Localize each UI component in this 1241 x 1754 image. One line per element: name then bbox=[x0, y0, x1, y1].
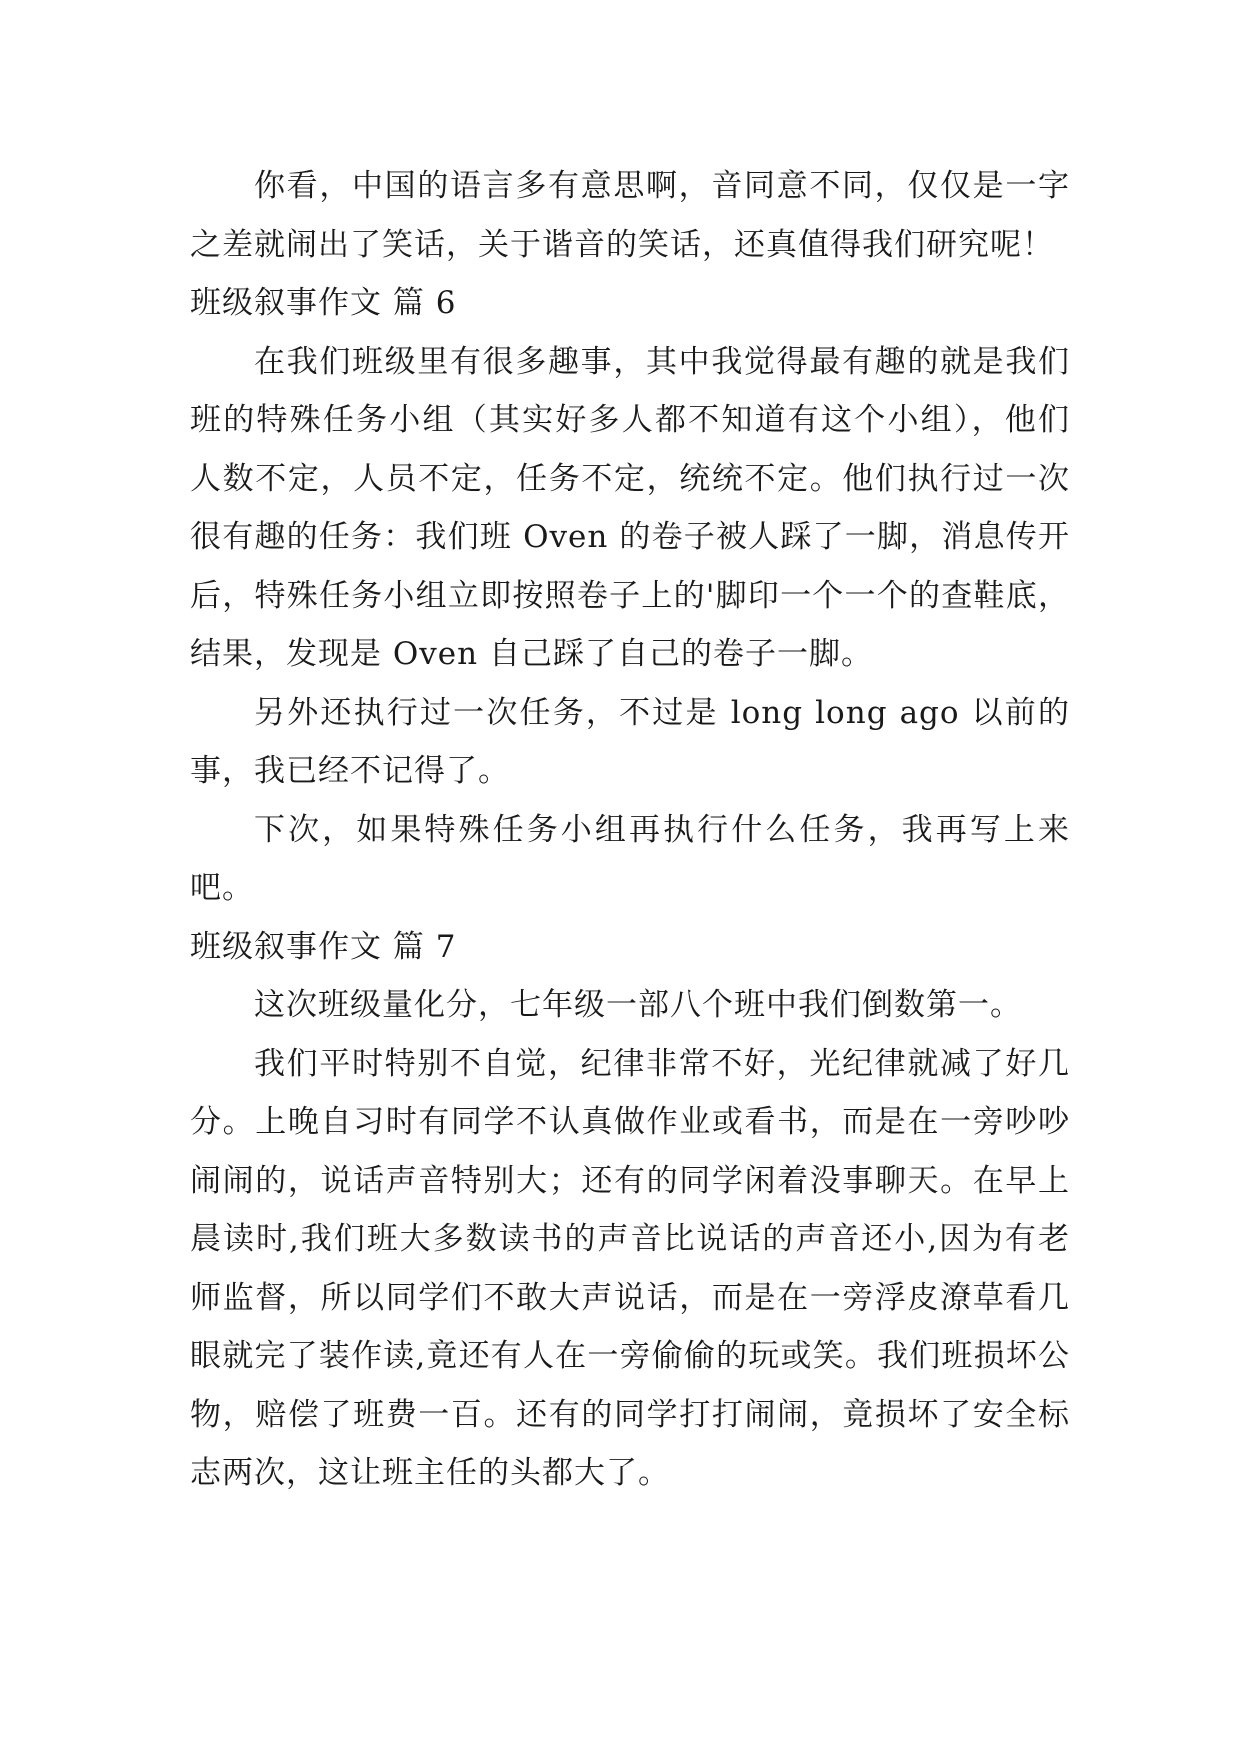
paragraph: 你看，中国的语言多有意思啊，音同意不同，仅仅是一字之差就闹出了笑话，关于谐音的笑话，还真值得我们研究呢！ bbox=[190, 168, 1070, 263]
document-body bbox=[190, 157, 1070, 1503]
section-heading-6: 班级叙事作文 篇 6 bbox=[190, 285, 457, 321]
paragraph: 在我们班级里有很多趣事，其中我觉得最有趣的就是我们班的特殊任务小组（其实好多人都不知道有这个小组），他们人数不定，人员不定，任务不定，统统不定。他们执行过一次很有趣的任务：我们班 Oven 的卷子被人踩了一脚，消息传开后，特殊任务小组立即按照卷子上的'脚印一个一个的查鞋底，结果，发现是 Oven 自己踩了自己的卷子一脚。 bbox=[190, 343, 1070, 672]
paragraph: 另外还执行过一次任务，不过是 long long ago 以前的事，我已经不记得了。 bbox=[190, 694, 1070, 789]
section-heading-7: 班级叙事作文 篇 7 bbox=[190, 928, 457, 965]
paragraph: 我们平时特别不自觉，纪律非常不好，光纪律就减了好几分。上晚自习时有同学不认真做作业或看书，而是在一旁吵吵闹闹的，说话声音特别大；还有的同学闲着没事聊天。在早上晨读时,我们班大多数读书的声音比说话的声音还小,因为有老师监督，所以同学们不敢大声说话，而是在一旁浮皮潦草看几眼就完了装作读,竟还有人在一旁偷偷的玩或笑。我们班损坏公物，赔偿了班费一百。还有的同学打打闹闹，竟损坏了安全标志两次，这让班主任的头都大了。 bbox=[190, 1045, 1070, 1491]
paragraph: 这次班级量化分，七年级一部八个班中我们倒数第一。 bbox=[254, 987, 1022, 1023]
paragraph: 下次，如果特殊任务小组再执行什么任务，我再写上来吧。 bbox=[190, 811, 1070, 906]
